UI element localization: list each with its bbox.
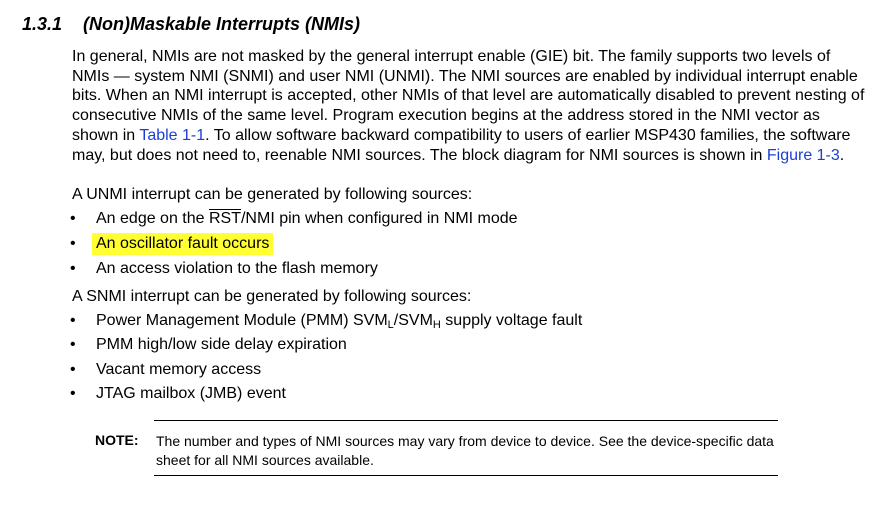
snmi-item-1-post: supply voltage fault	[440, 312, 583, 329]
unmi-item-1-post: /NMI pin when configured in NMI mode	[240, 210, 518, 227]
section-title: (Non)Maskable Interrupts (NMIs)	[83, 14, 361, 34]
note-label: NOTE:	[95, 432, 139, 448]
snmi-item-1-mid: /SVM	[393, 312, 433, 329]
bullet-icon: •	[70, 235, 76, 252]
table-1-1-link[interactable]: Table 1-1	[139, 126, 206, 144]
intro-text-3: .	[839, 146, 845, 164]
note-text: The number and types of NMI sources may vary from device to device. See the device-specific data sheet for all NMI sources available.	[156, 433, 774, 468]
bullet-icon: •	[70, 312, 76, 329]
snmi-heading: A SNMI interrupt can be generated by following sources:	[72, 288, 472, 305]
section-number: 1.3.1	[22, 14, 63, 34]
bullet-icon: •	[70, 260, 76, 277]
bullet-icon: •	[70, 385, 76, 402]
snmi-item-4-text: JTAG mailbox (JMB) event	[96, 385, 286, 402]
snmi-item-2-text: PMM high/low side delay expiration	[96, 336, 347, 353]
note-bottom-divider	[154, 475, 778, 476]
unmi-item-2-wrapper	[96, 235, 273, 253]
snmi-item-1-text	[96, 312, 582, 331]
unmi-item-1-text	[96, 210, 518, 228]
highlighted-text: An oscillator fault occurs	[92, 233, 273, 255]
section-heading	[22, 14, 360, 35]
rst-overline-text: $\overline{RST}$	[208, 210, 241, 227]
intro-text-1: In general, NMIs are not masked by the general interrupt enable (GIE) bit. The family supports two levels of NMIs — system NMI (SNMI) and user NMI (UNMI). The NMI sources are enabled by individual interrupt enable bits. When an NMI interrupt is accepted, other NMIs of that level are automatically disabled to prevent nesting of consecutive NMIs of the same level. Program execution begins at the address stored in the NMI vector as shown in	[72, 48, 865, 144]
bullet-icon: •	[70, 336, 76, 353]
unmi-item-1-pre: An edge on the	[96, 210, 209, 227]
intro-paragraph	[72, 47, 867, 165]
unmi-item-3-text: An access violation to the flash memory	[96, 260, 378, 277]
snmi-item-1-pre: Power Management Module (PMM) SVM	[96, 312, 388, 329]
svm-subscript-l: L	[387, 319, 394, 331]
unmi-heading: A UNMI interrupt can be generated by following sources:	[72, 186, 473, 203]
bullet-icon: •	[70, 210, 76, 227]
svm-subscript-h: H	[432, 319, 441, 331]
note-top-divider	[154, 420, 778, 421]
snmi-item-3-text: Vacant memory access	[96, 361, 262, 378]
intro-text-2: . To allow software backward compatibility to users of earlier MSP430 families, the software may, but does not need to, reenable NMI sources. The block diagram for NMI sources is shown in	[72, 126, 851, 164]
figure-1-3-link[interactable]: Figure 1-3	[766, 146, 840, 164]
bullet-icon: •	[70, 361, 76, 378]
